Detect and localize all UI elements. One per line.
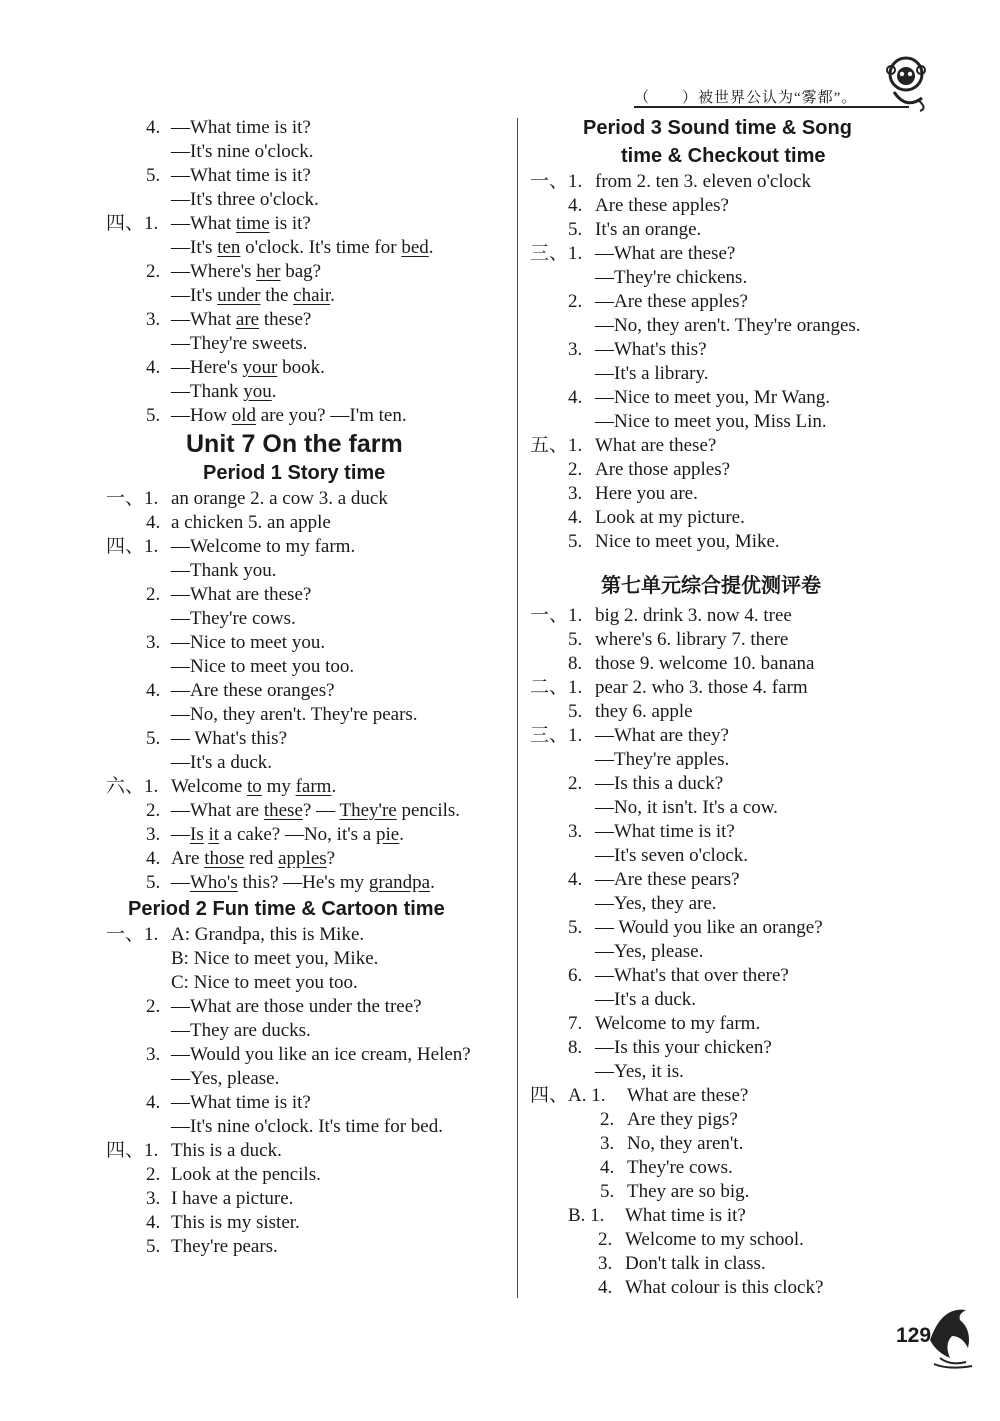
left-answer-line [171,285,335,307]
answer-text: What are these? [595,435,717,456]
answer-text: —Nice to meet you. [171,632,326,653]
left-answer-line [171,261,321,283]
answer-text: where's 6. library 7. there [595,629,789,650]
left-answer-line [171,309,311,331]
left-answer-line [171,213,311,235]
answer-text: —It's nine o'clock. [171,141,314,162]
right-answer-line [595,701,693,723]
left-item-number: 4. [146,1092,161,1113]
left-item-number: 4. [146,680,161,701]
underlined-answer: these [263,800,303,821]
right-answer-line [595,435,716,457]
answer-text: —What [171,213,236,234]
left-answer-line [171,824,404,846]
left-answer-line [171,996,422,1018]
answer-text: . [330,285,335,306]
right-item-number: 三、1. [530,243,583,264]
answer-text: —Is this a duck? [595,773,724,794]
right-answer-line [595,195,729,217]
left-answer-line [171,656,354,678]
left-item-number: 2. [146,261,161,282]
left-answer-line [171,165,311,187]
answer-text: No, they aren't. [627,1133,744,1154]
right-answer-line [595,459,730,481]
right-answer-line [595,821,735,843]
right-item-number: 5. [568,917,583,938]
left-answer-line [171,608,296,630]
left-answer-line [171,237,434,259]
left-answer-line [171,1236,278,1258]
answer-text: —What's this? [595,339,707,360]
right-item-number: 4. [568,195,583,216]
right-answer-line [595,291,748,313]
left-answer-line [171,1188,293,1210]
answer-text: —It's three o'clock. [171,189,319,210]
left-answer-line [171,1092,311,1114]
underlined-answer: you [243,381,272,402]
answer-text: —What are these? [171,584,312,605]
answer-text: —What are these? [595,243,736,264]
left-answer-line [171,536,355,558]
right-item-number: 4. [600,1157,615,1178]
left-item-number: 一、1. [106,488,159,509]
left-item-number: 3. [146,632,161,653]
left-item-number: 5. [146,1236,161,1257]
right-answer-line [595,677,808,699]
right-answer-line [595,797,778,819]
answer-text: . [399,824,404,845]
answer-text: —Would you like an ice cream, Helen? [171,1044,471,1065]
answer-text: —What [171,309,236,330]
left-answer-line [171,488,388,510]
left-item-number: 4. [146,512,161,533]
answer-text: They're cows. [627,1157,733,1178]
left-item-number: 2. [146,584,161,605]
answer-text: Look at the pencils. [171,1164,321,1185]
answer-text: —No, they aren't. They're pears. [171,704,418,725]
left-item-number: 3. [146,1044,161,1065]
underlined-answer: ten [217,237,241,258]
right-answer-line [595,917,823,939]
answer-text: I have a picture. [171,1188,294,1209]
left-item-number: 四、1. [106,1140,159,1161]
underlined-answer: Who's [190,872,238,893]
answer-text: this? —He's my [237,872,369,893]
right-item-number: 6. [568,965,583,986]
answer-text: Here you are. [595,483,698,504]
answer-text: A: Grandpa, this is Mike. [171,924,365,945]
right-item-number: 4. [568,869,583,890]
answer-text: —Yes, they are. [595,893,717,914]
answer-text: —What time is it? [171,1092,311,1113]
answer-text: Are those apples? [595,459,731,480]
left-answer-line [171,1020,311,1042]
right-answer-line [625,1205,746,1227]
left-item-number: 2. [146,1164,161,1185]
answer-text: —It's a library. [595,363,709,384]
right-answer-line [595,893,717,915]
period3-title-line2: time & Checkout time [621,145,826,167]
underlined-answer: her [256,261,281,282]
left-answer-line [171,632,325,654]
left-item-number: 4. [146,357,161,378]
answer-text: What time is it? [625,1205,746,1226]
right-item-number: 5. [568,531,583,552]
right-answer-line [595,965,789,987]
underlined-answer: They're [339,800,397,821]
right-answer-line [625,1253,766,1275]
right-answer-line [595,605,792,627]
answer-text: —Welcome to my farm. [171,536,356,557]
answer-text: This is a duck. [171,1140,282,1161]
right-answer-line [595,845,748,867]
answer-text: —Yes, it is. [595,1061,684,1082]
right-answer-line [595,653,814,675]
answer-text: —It's seven o'clock. [595,845,749,866]
right-item-number: 二、1. [530,677,583,698]
underlined-answer: your [242,357,278,378]
right-item-number: 一、1. [530,605,583,626]
answer-text: Look at my picture. [595,507,745,528]
answer-text: an orange 2. a cow 3. a duck [171,488,388,509]
answer-text: — [171,824,190,845]
right-answer-line [625,1277,823,1299]
answer-text: from 2. ten 3. eleven o'clock [595,171,812,192]
underlined-answer: old [231,405,256,426]
answer-text: They're pears. [171,1236,278,1257]
left-item-number: 3. [146,309,161,330]
answer-text: This is my sister. [171,1212,300,1233]
answer-text: a cake? —No, it's a [219,824,376,845]
underlined-answer: Is [190,824,204,845]
right-answer-line [595,749,729,771]
left-answer-line [171,1140,282,1162]
right-item-number: 3. [568,339,583,360]
right-answer-line [595,629,788,651]
answer-text: —They're cows. [171,608,296,629]
page-header-note: （ ）被世界公认为“雾都”。 [634,90,858,106]
underlined-answer: to [247,776,262,797]
right-item-number: B. 1. [568,1205,605,1226]
period3-title-line1: Period 3 Sound time & Song [583,117,852,139]
right-answer-line [595,869,740,891]
right-answer-line [595,483,698,505]
answer-text: Are [171,848,205,869]
answer-text: . [331,776,337,797]
left-answer-line [171,584,311,606]
left-answer-line [171,117,311,139]
answer-text: pencils. [396,800,461,821]
right-item-number: 三、1. [530,725,583,746]
answer-text: — [171,872,190,893]
right-answer-line [595,773,723,795]
left-answer-line [171,776,336,798]
answer-text: — Would you like an orange? [595,917,823,938]
underlined-answer: time [235,213,270,234]
answer-text: those 9. welcome 10. banana [595,653,815,674]
answer-text: C: Nice to meet you too. [171,972,358,993]
answer-text: —Where's [171,261,257,282]
underlined-answer: grandpa [368,872,431,893]
right-answer-line [627,1157,733,1179]
left-answer-line [171,728,287,750]
right-answer-line [595,941,703,963]
answer-text: is it? [269,213,311,234]
answer-text: What colour is this clock? [625,1277,824,1298]
answer-text: They are so big. [627,1181,750,1202]
left-answer-line [171,924,364,946]
right-item-number: 5. [568,629,583,650]
right-item-number: 五、1. [530,435,583,456]
answer-text: . [271,381,277,402]
left-item-number: 一、1. [106,924,159,945]
column-divider [517,118,518,1298]
left-answer-line [171,512,331,534]
right-item-number: 3. [600,1133,615,1154]
answer-text: —No, they aren't. They're oranges. [595,315,861,336]
answer-text: What are these? [627,1085,749,1106]
answer-text: —They're sweets. [171,333,308,354]
answer-text: —Nice to meet you, Miss Lin. [595,411,827,432]
left-answer-line [171,948,378,970]
right-item-number: 5. [568,701,583,722]
left-item-number: 3. [146,1188,161,1209]
left-answer-line [171,1044,471,1066]
right-item-number: 2. [568,291,583,312]
period1-title: Period 1 Story time [203,462,386,484]
right-item-number: 8. [568,653,583,674]
answer-text: —What time is it? [595,821,735,842]
right-item-number: 7. [568,1013,583,1034]
period2-title: Period 2 Fun time & Cartoon time [128,898,445,920]
right-item-number: 3. [568,483,583,504]
answer-text: —Are these apples? [595,291,748,312]
left-item-number: 5. [146,165,161,186]
right-item-number: 8. [568,1037,583,1058]
answer-text: ? — [302,800,340,821]
answer-text: —It's nine o'clock. It's time for bed. [171,1116,443,1137]
right-answer-line [627,1181,749,1203]
page-number: 129 [896,1324,932,1347]
answer-text: —Thank [171,381,244,402]
answer-text: —It's a duck. [171,752,273,773]
answer-text: —Thank you. [171,560,277,581]
answer-text: B: Nice to meet you, Mike. [171,948,379,969]
left-item-number: 5. [146,728,161,749]
left-answer-line [171,848,335,870]
right-item-number: 2. [600,1109,615,1130]
answer-text: they 6. apple [595,701,693,722]
left-item-number: 5. [146,872,161,893]
underlined-answer: are [235,309,260,330]
left-item-number: 四、1. [106,213,159,234]
answer-text: Welcome to my farm. [595,1013,761,1034]
right-item-number: 4. [598,1277,613,1298]
answer-text: —What are [171,800,264,821]
left-answer-line [171,1164,321,1186]
right-answer-line [595,1013,760,1035]
right-answer-line [627,1109,738,1131]
right-answer-line [627,1085,748,1107]
left-answer-line [171,800,460,822]
right-answer-line [595,267,747,289]
answer-text: Welcome [171,776,248,797]
right-item-number: 5. [568,219,583,240]
right-answer-line [595,725,729,747]
answer-text: my [261,776,296,797]
left-answer-line [171,704,418,726]
answer-text: big 2. drink 3. now 4. tree [595,605,792,626]
answer-text: —Yes, please. [595,941,704,962]
underlined-answer: apples [278,848,327,869]
answer-text: the [260,285,294,306]
left-answer-line [171,1116,443,1138]
answer-text: book. [277,357,325,378]
left-answer-line [171,752,272,774]
left-item-number: 3. [146,824,161,845]
answer-text: It's an orange. [595,219,702,240]
answer-text: Welcome to my school. [625,1229,804,1250]
left-answer-line [171,141,313,163]
monkey-logo-icon [858,48,928,112]
answer-text: a chicken 5. an apple [171,512,331,533]
answer-text: —How [171,405,232,426]
answer-text: pear 2. who 3. those 4. farm [595,677,808,698]
answer-text: —It's [171,237,218,258]
answer-text: these? [259,309,312,330]
answer-text: —Nice to meet you too. [171,656,355,677]
right-item-number: 四、A. 1. [530,1085,606,1106]
left-item-number: 4. [146,1212,161,1233]
answer-text: . [428,237,434,258]
right-answer-line [625,1229,804,1251]
dolphin-icon [922,1300,978,1370]
answer-text: —It's a duck. [595,989,697,1010]
underlined-answer: chair [293,285,331,306]
underlined-answer: those [204,848,245,869]
answer-text: red [244,848,279,869]
left-item-number: 4. [146,117,161,138]
underlined-answer: farm [295,776,332,797]
answer-text: —They're apples. [595,749,730,770]
right-item-number: 4. [568,507,583,528]
left-item-number: 四、1. [106,536,159,557]
underlined-answer: bed [401,237,429,258]
left-answer-line [171,560,277,582]
answer-text: —Here's [171,357,243,378]
underlined-answer: under [217,285,261,306]
left-item-number: 5. [146,405,161,426]
right-item-number: 2. [598,1229,613,1250]
answer-text: Nice to meet you, Mike. [595,531,780,552]
right-item-number: 2. [568,773,583,794]
answer-text: —Is this your chicken? [595,1037,772,1058]
right-answer-line [595,531,780,553]
right-answer-line [595,315,861,337]
answer-text: —They're chickens. [595,267,748,288]
left-answer-line [171,1212,300,1234]
right-item-number: 5. [600,1181,615,1202]
unit7-title: Unit 7 On the farm [186,430,403,458]
unit7-test-title: 第七单元综合提优测评卷 [601,575,821,597]
answer-text: . [430,872,435,893]
right-answer-line [627,1133,743,1155]
right-answer-line [595,387,830,409]
answer-text: o'clock. It's time for [240,237,402,258]
right-answer-line [595,411,827,433]
answer-text: — What's this? [171,728,288,749]
left-item-number: 2. [146,800,161,821]
left-answer-line [171,189,319,211]
right-item-number: 4. [568,387,583,408]
answer-text: ? [326,848,336,869]
left-item-number: 2. [146,996,161,1017]
answer-text: bag? [280,261,322,282]
answer-text: —Are these pears? [595,869,740,890]
left-answer-line [171,405,407,427]
right-answer-line [595,219,701,241]
right-answer-line [595,1061,684,1083]
right-answer-line [595,171,811,193]
underlined-answer: it [208,824,220,845]
right-item-number: 3. [568,821,583,842]
right-answer-line [595,243,735,265]
answer-text: —Nice to meet you, Mr Wang. [595,387,831,408]
answer-text: —What are they? [595,725,729,746]
right-answer-line [595,507,745,529]
left-answer-line [171,972,358,994]
answer-text: —What time is it? [171,117,311,138]
answer-text: Are they pigs? [627,1109,738,1130]
left-answer-line [171,1068,279,1090]
left-answer-line [171,381,277,403]
answer-text: —Yes, please. [171,1068,280,1089]
right-item-number: 2. [568,459,583,480]
right-answer-line [595,1037,772,1059]
right-answer-line [595,989,696,1011]
underlined-answer: pie [376,824,400,845]
answer-text: —They are ducks. [171,1020,311,1041]
right-answer-line [595,363,709,385]
answer-text: —Are these oranges? [171,680,335,701]
answer-text: —What are those under the tree? [171,996,422,1017]
answer-text: Are these apples? [595,195,729,216]
answer-text: —It's [171,285,218,306]
left-answer-line [171,357,325,379]
left-answer-line [171,872,435,894]
answer-text: are you? —I'm ten. [255,405,407,426]
right-item-number: 一、1. [530,171,583,192]
right-item-number: 3. [598,1253,613,1274]
right-answer-line [595,339,707,361]
left-answer-line [171,333,307,355]
left-item-number: 4. [146,848,161,869]
answer-text: Don't talk in class. [625,1253,766,1274]
left-answer-line [171,680,335,702]
answer-text: —What time is it? [171,165,311,186]
answer-text: —What's that over there? [595,965,789,986]
left-item-number: 六、1. [106,776,159,797]
answer-text: —No, it isn't. It's a cow. [595,797,778,818]
